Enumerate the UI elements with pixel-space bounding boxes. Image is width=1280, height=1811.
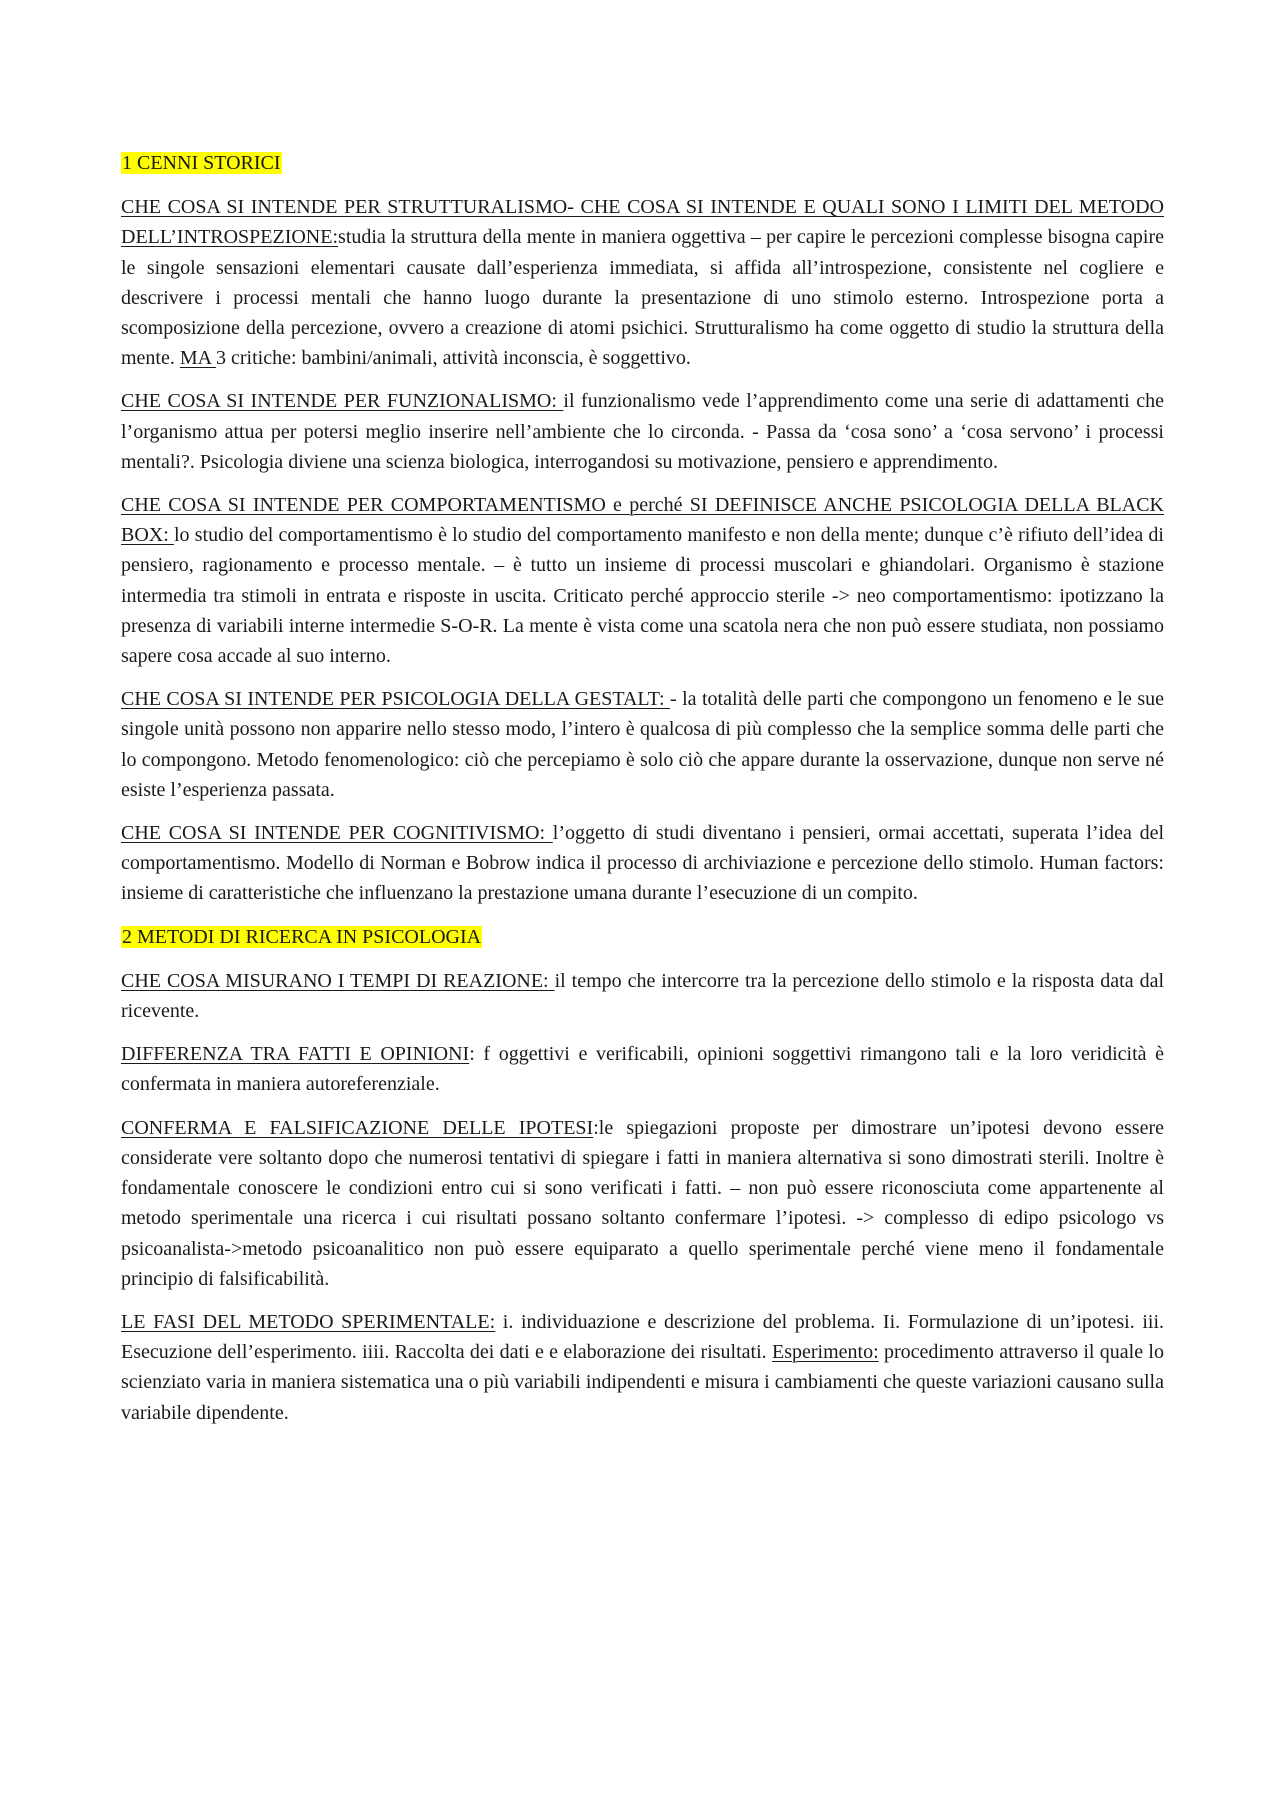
question-text: CONFERMA E FALSIFICAZIONE DELLE IPOTESI — [121, 1116, 594, 1139]
qa-paragraph — [121, 386, 1164, 477]
answer-text: i. individuazione e descrizione del problema. Ii. Formulazione di un’ipotesi. iii. Esecuzione dell’esperimento. iiii. Raccolta dei dati e e elaborazione dei risultati. — [121, 1310, 1164, 1364]
question-text: CHE COSA SI INTENDE PER FUNZIONALISMO: — [121, 390, 564, 413]
answer-text: il funzionalismo vede l’apprendimento come una serie di adattamenti che l’organismo attua per potersi meglio inserire nell’ambiente che lo circonda. - Passa da ‘cosa sono’ a ‘cosa servono’ i processi mentali?. Psicologia diviene una scienza biologica, interrogandosi su motivazione, pensiero e apprendimento. — [121, 390, 1164, 473]
qa-paragraph — [121, 966, 1164, 1026]
inline-label: Esperimento: — [771, 1341, 879, 1364]
document-page — [121, 148, 1164, 1441]
section-heading — [121, 922, 1164, 952]
question-text: CHE COSA SI INTENDE PER STRUTTURALISMO- CHE COSA SI INTENDE E QUALI SONO I LIMITI DEL METODO DELL’INTROSPEZIONE: — [121, 196, 1164, 249]
question-text: LE FASI DEL METODO SPERIMENTALE: — [121, 1310, 496, 1333]
answer-text: lo studio del comportamentismo è lo studio del comportamento manifesto e non della mente; dunque c’è rifiuto dell’idea di pensiero, ragionamento e processo mentale. – è tutto un insieme di processi muscolari e ghiandolari. Organismo è stazione intermedia tra stimoli in entrata e risposte in uscita. Criticato perché approccio sterile -> neo comportamentismo: ipotizzano la presenza di variabili interne intermedie S-O-R. La mente è vista come una scatola nera che non può essere studiata, non possiamo sapere cosa accade al suo interno. — [121, 524, 1164, 668]
answer-text: - la totalità delle parti che compongono un fenomeno e le sue singole unità possono non apparire nello stesso modo, l’intero è qualcosa di più complesso che la semplice somma delle parti che lo compongono. Metodo fenomenologico: ciò che percepiamo è solo ciò che appare durante la osservazione, dunque non serve né esiste l’esperienza passata. — [121, 688, 1165, 801]
section-heading-text: 1 CENNI STORICI — [122, 152, 281, 174]
question-text: CHE COSA MISURANO I TEMPI DI REAZIONE: — [121, 969, 555, 992]
question-text: CHE COSA SI INTENDE PER COGNITIVISMO: — [121, 822, 553, 845]
question-text: DIFFERENZA TRA FATTI E OPINIONI — [121, 1043, 470, 1066]
section-heading-text: 2 METODI DI RICERCA IN PSICOLOGIA — [122, 925, 482, 948]
qa-paragraph — [121, 490, 1164, 671]
answer-text: :le spiegazioni proposte per dimostrare un’ipotesi devono essere considerate vere soltanto dopo che numerosi tentativi di spiegare i fatti in maniera alternativa si sono dimostrati sterili. Inoltre è fondamentale conoscere le condizioni entro cui si sono verificati i fatti. – non può essere riconosciuta come appartenente al metodo sperimentale una ricerca i cui risultati possano soltanto confermare l’ipotesi. -> complesso di edipo psicologo vs psicoanalista->metodo psicoanalitico non può essere equiparato a quello sperimentale perché viene meno il fondamentale principio di falsificabilità. — [121, 1116, 1164, 1290]
qa-paragraph — [121, 192, 1164, 373]
question-text: CHE COSA SI INTENDE PER COMPORTAMENTISMO e perché SI DEFINISCE ANCHE PSICOLOGIA DELLA BLACK BOX: — [121, 494, 1164, 547]
qa-paragraph — [121, 1113, 1164, 1294]
answer-text-continued: 3 critiche: bambini/animali, attività inconscia, è soggettivo. — [216, 347, 691, 370]
inline-label: MA — [179, 347, 216, 370]
answer-text-continued: procedimento attraverso il quale lo scienziato varia in maniera sistematica una o più variabili indipendenti e misura i cambiamenti che queste variazioni causano sulla variabile dipendente. — [121, 1341, 1164, 1424]
section-heading — [121, 148, 1164, 178]
answer-text: studia la struttura della mente in maniera oggettiva – per capire le percezioni complesse bisogna capire le singole sensazioni elementari causate dall’esperienza immediata, si affida all’introspezione, consistente nel cogliere e descrivere i processi mentali che hanno luogo durante la presentazione di uno stimolo esterno. Introspezione porta a scomposizione della percezione, ovvero a creazione di atomi psichici. Strutturalismo ha come oggetto di studio la struttura della mente. — [121, 226, 1164, 370]
qa-paragraph — [121, 1307, 1164, 1428]
question-text: CHE COSA SI INTENDE PER PSICOLOGIA DELLA GESTALT: — [121, 688, 671, 711]
qa-paragraph — [121, 1039, 1164, 1099]
answer-text: il tempo che intercorre tra la percezione dello stimolo e la risposta data dal ricevente. — [121, 969, 1165, 1023]
qa-paragraph — [121, 818, 1164, 909]
qa-paragraph — [121, 684, 1164, 805]
answer-text: l’oggetto di studi diventano i pensieri, ormai accettati, superata l’idea del comportamentismo. Modello di Norman e Bobrow indica il processo di archiviazione e percezione dello stimolo. Human factors: insieme di caratteristiche che influenzano la prestazione umana durante l’esecuzione di un compito. — [121, 822, 1164, 905]
answer-text: : f oggettivi e verificabili, opinioni soggettivi rimangono tali e la loro veridicità è confermata in maniera autoreferenziale. — [121, 1043, 1165, 1096]
